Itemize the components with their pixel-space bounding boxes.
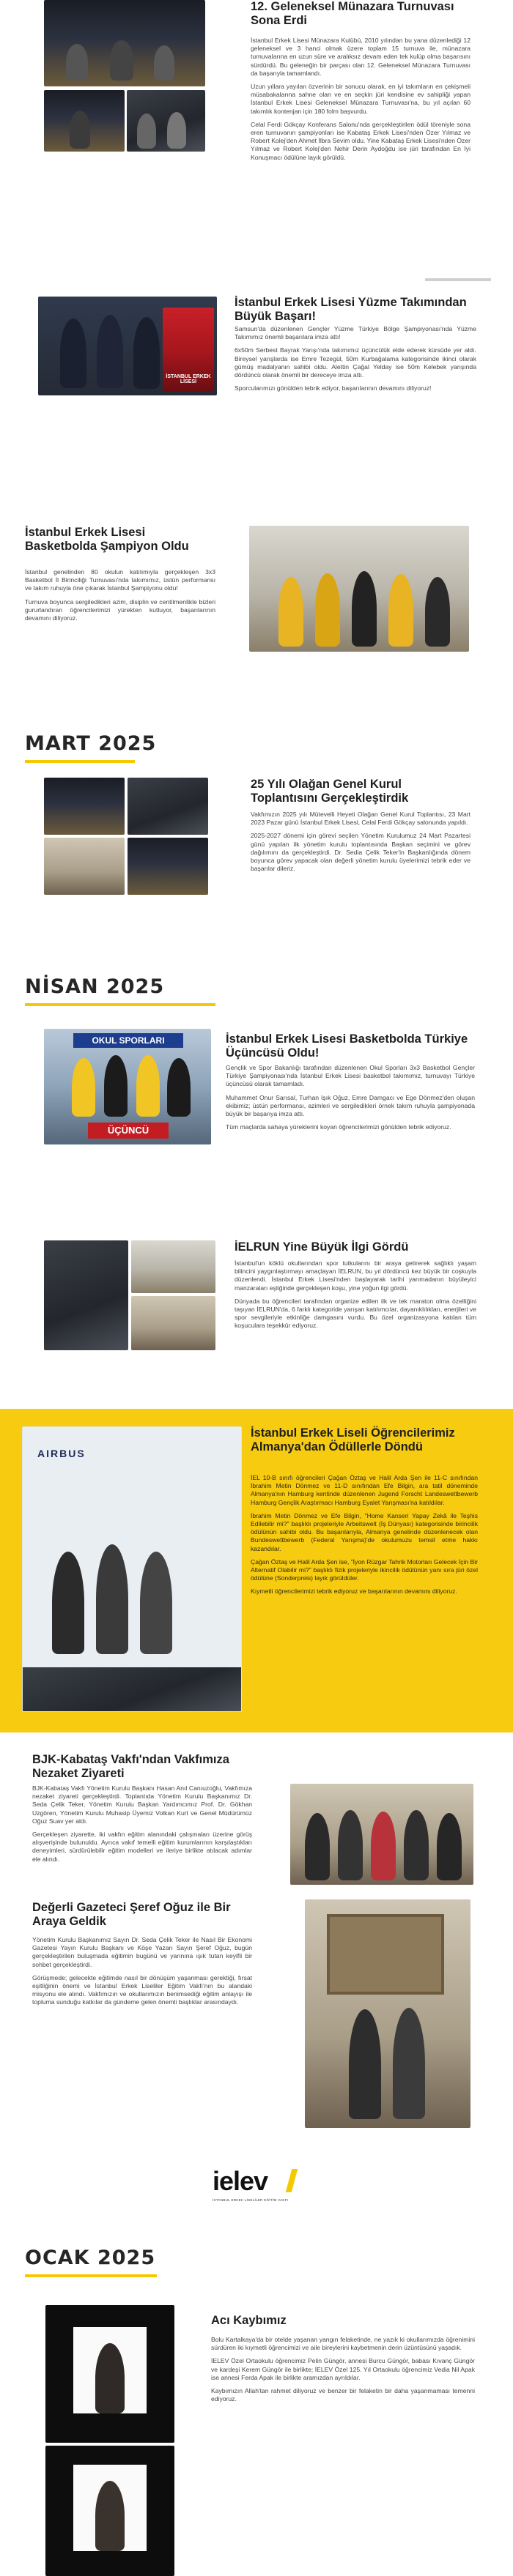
mart-p1: Vakfımızın 2025 yılı Mütevelli Heyeti Olağan Genel Kurul Toplantısı, 23 Mart 2023 Pazar günü İstanbul Erkek Lisesi, Celal Ferdi Gökçay salonunda yapıldı. [251,811,470,827]
speaker-figure [70,111,90,149]
player-figure [315,573,340,647]
month-heading-nisan: NİSAN 2025 [25,975,165,998]
nisan-basket-p1: Gençlik ve Spor Bakanlığı tarafından düzenlenen Okul Sporları 3x3 Basketbol Gençler Türkiye Şampiyonası'nda İstanbul Erkek Lisesi basketbol takımımız, turnuvayı Türkiye üçüncüsü olarak tamamladı. [226,1064,475,1088]
ielrun-p2: Dünyada bu öğrencileri tarafından organize edilen ilk ve tek maraton olma özelliğini taşıyan İELRUN'da, 6 farklı kategoride yarışan katılımcılar, dayanıklılıkları, enerjileri ve spor sevgileriyle etkinliğe damgasını vurdu. Bu özel organizasyona katılan tüm koşuculara teşekkür ediyoruz. [235,1297,476,1330]
mart-title: 25 Yılı Olağan Genel Kurul Toplantısını Gerçekleştirdik [251,778,409,805]
audience-figure [66,44,88,81]
almanya-p2: İbrahim Metin Dönmez ve Efe Bilgin, "Home Kanseri Yapay Zekâ ile Teşhis Edilebilir mi?" başlıklı projeleriyle Arbeitswelt (İş Dünyası) kategorisinde birincilik ödülünün sahibi oldu. Bu başarılarıyla, Almanya genelinde düzenlenecek olan Bundeswettbewerb (Federal Yarışma)'de okulumuzu temsil etme hakkı kazandılar. [251,1511,478,1552]
ocak-p2: İELEV Özel Ortaokulu öğrencimiz Pelin Güngör, annesi Burcu Güngör, babası Kıvanç Güngör ve kardeşi Kerem Güngör ile birlikte; İELEV Özel 125. Yıl Ortaokulu öğrencimiz Vedia Nil Apak ise annesi Ferda Apak ile birlikte aramızdan ayrıldılar. [211,2357,475,2381]
nisan-basket-title: İstanbul Erkek Lisesi Basketbolda Türkiye Üçüncüsü Oldu! [226,1032,468,1060]
yuzme-title: İstanbul Erkek Lisesi Yüzme Takımından Büyük Başarı! [235,296,467,323]
logo-accent-icon [286,2169,298,2192]
audience-row [23,1667,242,1711]
ielev-logo: ielev [213,2166,268,2196]
bjk-p2: Gerçekleşen ziyarette, iki vakfın eğitim alanındaki çalışmaları üzerine görüş alışverişinde bulunuldu. Ayrıca vakıf temelli eğitim kurumlarının karşılaştıkları deneyimleri, sürdürülebilir eğitim modelleri ve ileriye birlikte atılacak adımlar ele alındı. [32,1831,252,1863]
munazara-photo-1 [44,0,205,86]
player-figure [167,1058,191,1117]
nisan-basket-p2: Muhammet Onur Sarısal, Turhan Işık Oğuz, Emre Damgacı ve Ege Dönmez'den oluşan ekibimiz; üstün performansı, azimleri ve sergiledikleri örnek takım ruhuyla şampiyonada büyük bir başarıya imza attı. [226,1093,475,1118]
audience-figure [167,112,186,149]
player-figure [136,1055,160,1117]
bjk-title: BJK-Kabataş Vakfı'ndan Vakfımıza Nezaket Ziyareti [32,1753,229,1780]
month-underline [25,2274,157,2277]
person-figure [305,1813,330,1880]
bjk-p1: BJK-Kabataş Vakfı Yönetim Kurulu Başkanı Hasan Anıl Canıuzoğlu, Vakfımıza nezaket ziyareti gerçekleştirdi. Toplantıda Yönetim Kurulu Başkanımız Dr. Seda Çelik Teker, Yönetim Kurulu Başkan Yardımcımız Prof. Dr. Gökhan Uzgören, Yönetim Kurulu Muhasip Üyemiz Volkan Kurt ve Genel Müdürümüz Oğuz Suav yer aldı. [32,1784,252,1825]
person-figure [393,2008,425,2119]
basketbol-photo [249,526,469,652]
yuzme-p3: Sporcularımızı gönülden tebrik ediyor, başarılarının devamını diliyoruz! [235,384,432,392]
yuzme-p1: Samsun'da düzenlenen Gençler Yüzme Türkiye Bölge Şampiyonası'nda Yüzme Takımımız önemli başarılara imza attı! [235,325,476,341]
basketbol-title: İstanbul Erkek Lisesi Basketbolda Şampiyon Oldu [25,526,189,553]
person-figure [52,1552,84,1654]
swimmer-figure [60,319,86,388]
nisan-basket-photo [44,1029,211,1144]
memorial-portrait-1 [45,2305,174,2443]
munazara-title: 12. Geleneksel Münazara Turnuvası Sona Erdi [251,0,454,27]
ielrun-photo-2 [131,1240,215,1293]
person-figure [349,2009,381,2119]
munazara-photo-2 [44,90,125,152]
seref-p1: Yönetim Kurulu Başkanımız Sayın Dr. Seda Çelik Teker ile Nasıl Bir Ekonomi Gazetesi Yayın Kurulu Başkanı ve Köşe Yazarı Sayın Şeref Oğuz, bugün gerçekleştirilen buluşmada eğitimin bugünü ve yarınına ışık tutan keyifli bir sohbet gerçekleştirdi. [32,1936,252,1968]
logo-tagline: İSTANBUL ERKEK LİSELİLER EĞİTİM VAKFI [213,2198,289,2202]
yuzme-p2: 6x50m Serbest Bayrak Yarışı'nda takımımız üçüncülük elde ederek kürsüde yer aldı. Bireysel yarışlarda ise Emre Tezegül, 50m Kurbağalama kategorisinde ikinci olarak gümüş madalyanın sahibi oldu. Alettin Çağal Yelday ise 50m Kelebek yarışında dördüncü olarak önemli bir dereceye imza attı. [235,346,476,379]
almanya-p4: Kıymetli öğrencilerimizi tebrik ediyoruz ve başarılarının devamını diliyoruz. [251,1587,457,1596]
person-figure [437,1813,462,1880]
ielrun-photo-3 [131,1296,215,1350]
person-figure [371,1812,396,1880]
airbus-sign: AIRBUS [37,1448,86,1459]
basketbol-p2: Turnuva boyunca sergiledikleri azim, disiplin ve centilmenlikle bizleri gururlandıran öğrencilerimizi yürekten kutluyor, başarılarının devamını diliyoruz. [25,598,215,622]
person-figure [140,1552,172,1654]
nisan-basket-body [226,1064,475,1136]
seref-body [32,1936,252,2012]
audience-figure [110,40,133,81]
almanya-p1: İEL 10-B sınıfı öğrencileri Çağan Öztaş ve Halil Arda Şen ile 11-C sınıfından İbrahim Metin Dönmez ve 11-D sınıfından Efe Bilgin, ara tatil döneminde Almanya'nın Hamburg kentinde düzenlenen Jugend Forscht Landeswettbewerb Hamburg Gençlik Araştırmacı Hamburg Eyalet Yarışması'na katıldılar. [251,1474,478,1506]
munazara-body [251,37,470,167]
swimmer-figure [97,315,123,388]
ielrun-p1: İstanbul'un köklü okullarından spor tutkularını bir araya getirerek sağlıklı yaşam bilincini yaygınlaştırmayı amaçlayan İELRUN, bu yıl dördüncü kez büyük bir coşkuyla düzenlendi. İstanbul Erkek Lisesi'nden başlayarak tarihi yarımadanın büyüleyici manzaraları eşliğinde gerçekleşen koşu, yine yoğun ilgi gördü. [235,1259,476,1292]
munazara-p3: Celal Ferdi Gökçay Konferans Salonu'nda gerçekleştirilen ödül töreniyle sona eren turnuvanın şampiyonları ise Kabataş Erkek Lisesi'nden Özer Yılmaz ve Robert Kolej'den Ahmet İlbra Sevim oldu. Yine Kabataş Erkek Lisesi'nden Özer Yılmaz ve Robert Kolej'den Nehir Derin Aydoğdu ise jüri tarafından En İyi Konuşmacı ödülüne layık görüldü. [251,120,470,161]
banner-text: İSTANBUL ERKEK LİSESİ [166,374,211,384]
mart-body [251,811,470,878]
mart-p2: 2025-2027 dönemi için görevi seçilen Yönetim Kurulumuz 24 Mart Pazartesi günü yapılan ilk yönetim kurulu toplantısında Başkan seçimini ve görev dağılımını da gerçekleştirdi. Dr. Sedia Çelik Teker'in Başkanlığında dönem boyunca görev yapacak olan değerli yönetim kurulu üyelerimizi tebrik eder ve başarılar dileriz. [251,832,470,873]
mart-photo-3 [44,838,125,895]
almanya-title: İstanbul Erkek Liseli Öğrencilerimiz Almanya'dan Ödüllerle Döndü [251,1426,455,1453]
girl-figure [95,2343,125,2413]
munazara-p2: Uzun yıllara yayılan özverinin bir sonucu olarak, en iyi takımların en çekişmeli müsabakalarına sahne olan ve en seçkin jüri kendisine ev sahipliği yapan İstanbul Erkek Lisesi Geleneksel Münazara Turnuvası'na, bu yıl açılan 60 takımlık kontenjan için 180 folm başvurdu. [251,83,470,115]
player-figure [352,571,377,647]
ocak-title: Acı Kaybımız [211,2314,287,2327]
mart-photo-4 [128,838,208,895]
ocak-p1: Bolu Kartalkaya'da bir otelde yaşanan yangın felaketinde, ne yazık ki okullarımızda öğrenimini sürdüren iki kıymetli öğrencimizi ve aile bireylerini kaybetmenin derin üzüntüsünü yaşadık. [211,2336,475,2352]
audience-figure [137,113,156,149]
seref-photo [305,1899,470,2128]
ucuncu-banner: ÜÇÜNCÜ [88,1123,169,1139]
bjk-body [32,1784,252,1869]
wall-frame [327,1914,444,1995]
almanya-body [251,1474,478,1601]
month-underline [25,1003,215,1006]
player-figure [104,1055,128,1117]
portrait-frame [73,2465,147,2551]
seref-p2: Görüşmede; gelecekte eğitimde nasıl bir dönüşüm yaşanması gerektiği, fırsat eşitliğinin önemi ve İstanbul Erkek Liseliler Eğitim Vakfı'nın bu alandaki misyonu ele alındı. Vakfımızın ve okullarımızın benimsediği eğitim anlayışı ile topluma sunduğu katkılar da gündeme gelen önemli başlıklar arasındaydı. [32,1973,252,2006]
player-figure [278,577,303,647]
player-figure [425,577,450,647]
ocak-body [211,2336,475,2408]
yuzme-photo [38,297,217,395]
memorial-portrait-2 [45,2446,174,2576]
month-heading-ocak: OCAK 2025 [25,2246,156,2269]
swimmer-figure [133,317,160,389]
banner-backdrop [163,308,214,392]
yuzme-body [235,325,476,398]
nisan-basket-p3: Tüm maçlarda sahaya yüreklerini koyan öğrencilerimizi gönülden tebrik ediyoruz. [226,1123,451,1131]
almanya-p3: Çağan Öztaş ve Halil Arda Şen ise, "İyon Rüzgar Tahrik Motorları Gelecek İçin Bir Alternatif Olabilir mi?" başlıklı fizik projeleriyle ikincilik ödülünün yanı sıra jüri özel ödülüne (Sonderpreis) layık görüldüler. [251,1557,479,1582]
divider [425,278,491,281]
ocak-p3: Kaybımızın Allah'tan rahmet diliyoruz ve benzer bir felaketin bir daha yaşanmaması temenni ediyoruz. [211,2387,475,2403]
ielrun-body [235,1259,476,1336]
okul-sporlari-banner: OKUL SPORLARI [73,1033,183,1048]
month-heading-mart: MART 2025 [25,732,157,755]
person-figure [404,1810,429,1880]
ielrun-title: İELRUN Yine Büyük İlgi Gördü [235,1240,409,1254]
person-figure [96,1544,128,1654]
girl-figure [95,2481,125,2551]
basketbol-body [25,568,215,628]
basketbol-p1: İstanbul genelinden 80 okulun katılımıyla gerçekleşen 3x3 Basketbol İl Birinciliği Turnuvası'nda takımımız, üstün performansı ve takım ruhuyla öne çıkarak İstanbul Şampiyonu oldu! [25,568,215,592]
mart-photo-1 [44,778,125,835]
munazara-p1: İstanbul Erkek Lisesi Münazara Kulübü, 2010 yılından bu yana düzenlediği 12 geleneksel ve 3 hanci olmak üzere toplam 15 turnuva ile, münazara turnuvalarına en uzun süre ve aralıksız devam eden tek kulüp olma başarısını sürdürdü. Bu geleneğin bir parçası olan 12. Geleneksel Münazara Turnuvası da başarıyla tamamlandı. [251,37,470,77]
portrait-frame [73,2327,147,2413]
person-figure [338,1810,363,1880]
seref-title: Değerli Gazeteci Şeref Oğuz ile Bir Araya Geldik [32,1901,231,1928]
almanya-photo [22,1426,242,1712]
ielrun-photo-1 [44,1240,128,1350]
munazara-photo-3 [127,90,205,152]
month-underline [25,760,135,763]
bjk-photo [290,1784,473,1885]
audience-figure [154,45,174,81]
player-figure [72,1058,95,1117]
player-figure [388,574,413,647]
mart-photo-2 [128,778,208,835]
